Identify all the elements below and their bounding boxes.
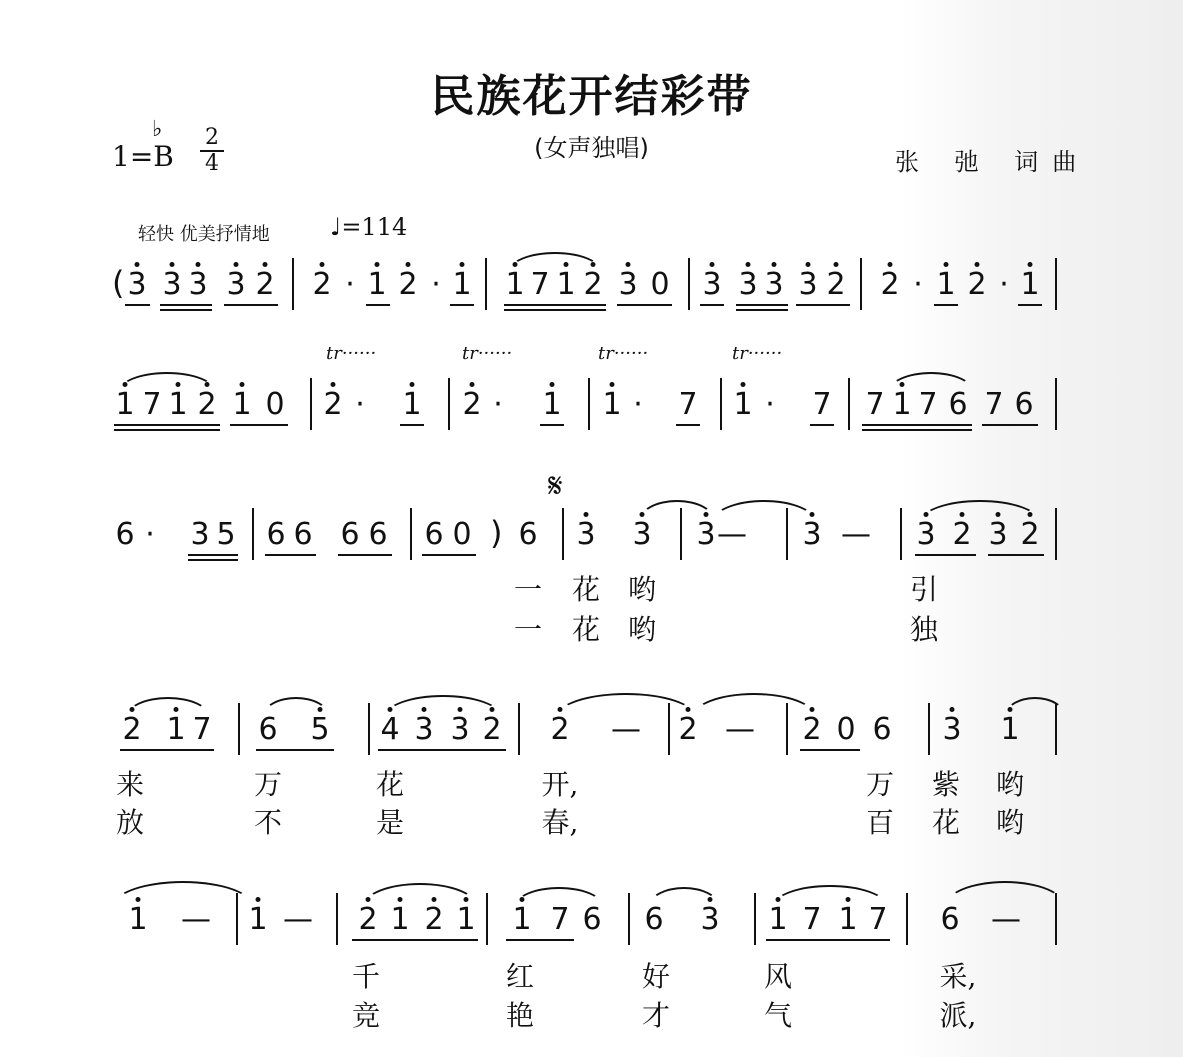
underline <box>160 304 212 306</box>
note: 7 <box>868 902 888 937</box>
underline <box>810 424 834 426</box>
note: 7 <box>192 712 212 747</box>
slur <box>118 372 216 392</box>
song-title: 民族花开结彩带 <box>430 71 753 122</box>
slur <box>888 372 974 392</box>
note: 2 <box>255 267 275 302</box>
barline <box>928 703 930 755</box>
octave-dot <box>888 262 893 267</box>
note: 7 <box>984 387 1004 422</box>
note: 7 <box>550 902 570 937</box>
note: 6 <box>948 387 968 422</box>
note: 7 <box>865 387 885 422</box>
slur <box>920 500 1040 522</box>
note: 1 <box>542 387 562 422</box>
octave-dot <box>626 262 631 267</box>
octave-dot <box>263 262 268 267</box>
slur <box>712 500 816 522</box>
slur <box>1004 697 1066 717</box>
underline <box>800 749 860 751</box>
note: 1 <box>367 267 387 302</box>
underline <box>450 304 474 306</box>
note: 1 <box>232 387 252 422</box>
expression-marking: 轻快 优美抒情地 <box>138 224 270 245</box>
note: 1 <box>456 902 476 937</box>
underline <box>265 554 316 556</box>
octave-dot <box>584 512 589 517</box>
barline <box>1055 508 1057 560</box>
barline <box>628 893 630 945</box>
underline <box>617 304 672 306</box>
underline <box>378 749 506 751</box>
note: 2 <box>826 267 846 302</box>
time-signature-top: 2 <box>205 125 219 150</box>
note: 6 <box>940 902 960 937</box>
note: — <box>717 517 747 552</box>
underline <box>540 424 564 426</box>
underline <box>506 939 574 941</box>
note: 2 <box>583 267 603 302</box>
lyric-verse1: 采, <box>939 960 977 993</box>
barline <box>292 258 294 310</box>
barline <box>688 258 690 310</box>
note: · <box>431 267 441 302</box>
note: 1 <box>556 267 576 302</box>
open-paren: ( <box>112 264 125 302</box>
note: 6 <box>424 517 444 552</box>
lyric-verse2: 百 <box>865 806 895 839</box>
note: 6 <box>266 517 286 552</box>
barline <box>518 703 520 755</box>
slur <box>692 693 816 717</box>
note: 2 <box>122 712 142 747</box>
note: 2 <box>323 387 343 422</box>
note: · <box>765 387 775 422</box>
note: 3 <box>916 517 936 552</box>
underline <box>766 939 890 941</box>
octave-dot <box>375 262 380 267</box>
note: 3 <box>576 517 596 552</box>
barline <box>1055 378 1057 430</box>
octave-dot <box>806 262 811 267</box>
note: 0 <box>265 387 285 422</box>
barline <box>562 508 564 560</box>
lyric-verse1: 风 <box>763 960 793 993</box>
underline <box>934 304 958 306</box>
note: 3 <box>618 267 638 302</box>
note: 6 <box>1014 387 1034 422</box>
underline <box>915 554 976 556</box>
slur <box>262 697 330 717</box>
note: 3 <box>702 267 722 302</box>
barline <box>336 893 338 945</box>
lyric-verse1: 引 <box>909 573 939 606</box>
note: 1 <box>402 387 422 422</box>
octave-dot <box>234 262 239 267</box>
note: 2 <box>398 267 418 302</box>
note: 4 <box>380 712 400 747</box>
lyric-verse1: 一 <box>513 573 543 606</box>
note: 2 <box>197 387 217 422</box>
note: 6 <box>115 517 135 552</box>
note: 5 <box>216 517 236 552</box>
note: · <box>999 267 1009 302</box>
lyric-verse1: 好 <box>641 960 671 993</box>
trill-mark: tr······ <box>598 343 649 364</box>
underline <box>862 424 972 426</box>
octave-dot <box>406 262 411 267</box>
note: 5 <box>310 712 330 747</box>
lyric-verse2: 一 <box>513 613 543 646</box>
underline <box>736 304 788 306</box>
note: 1 <box>936 267 956 302</box>
note: 3 <box>450 712 470 747</box>
lyric-verse2: 哟 <box>627 613 657 646</box>
slur <box>508 252 602 272</box>
note: 1 <box>115 387 135 422</box>
note: 7 <box>812 387 832 422</box>
octave-dot <box>741 382 746 387</box>
underline <box>676 424 700 426</box>
lyric-verse2: 派, <box>939 999 977 1032</box>
underline <box>256 749 334 751</box>
barline <box>860 258 862 310</box>
lyric-verse2: 花 <box>571 613 601 646</box>
lyric-verse2: 独 <box>909 613 939 646</box>
note: 3 <box>162 267 182 302</box>
note: 2 <box>952 517 972 552</box>
note: 7 <box>918 387 938 422</box>
lyric-verse2: 气 <box>763 999 793 1032</box>
underline <box>366 304 390 306</box>
lyric-verse1: 哟 <box>995 768 1025 801</box>
note: 2 <box>462 387 482 422</box>
note: 2 <box>312 267 332 302</box>
underline <box>1018 304 1042 306</box>
note: 3 <box>414 712 434 747</box>
underline <box>224 304 278 306</box>
flat-sign: ♭ <box>152 117 163 142</box>
note: 3 <box>798 267 818 302</box>
note: 2 <box>678 712 698 747</box>
lyric-verse1: 万 <box>865 768 895 801</box>
lyric-verse2: 是 <box>375 806 405 839</box>
underline <box>188 559 238 561</box>
note: 2 <box>358 902 378 937</box>
trill-mark: tr······ <box>462 343 513 364</box>
octave-dot <box>320 262 325 267</box>
note: 1 <box>768 902 788 937</box>
note: 3 <box>942 712 962 747</box>
octave-dot <box>410 382 415 387</box>
lyric-verse2: 竞 <box>351 999 381 1032</box>
lyric-verse2: 不 <box>253 806 283 839</box>
note: 2 <box>482 712 502 747</box>
lyric-verse2: 花 <box>931 806 961 839</box>
trill-mark: tr······ <box>326 343 377 364</box>
octave-dot <box>135 262 140 267</box>
underline <box>125 304 150 306</box>
octave-dot <box>240 382 245 387</box>
note: — <box>991 902 1021 937</box>
octave-dot <box>1028 262 1033 267</box>
note: · <box>493 387 503 422</box>
octave-dot <box>550 382 555 387</box>
barline <box>588 378 590 430</box>
octave-dot <box>975 262 980 267</box>
barline <box>238 703 240 755</box>
lyric-verse2: 春, <box>541 806 579 839</box>
key-signature: 1=B <box>112 140 174 173</box>
underline <box>700 304 724 306</box>
note: 0 <box>452 517 472 552</box>
author-credit: 张 弛 词曲 <box>895 148 1091 176</box>
lyric-verse2: 放 <box>115 806 145 839</box>
song-subtitle: (女声独唱) <box>534 134 649 162</box>
note: 7 <box>678 387 698 422</box>
note: · <box>145 517 155 552</box>
barline <box>486 893 488 945</box>
underline <box>504 304 606 306</box>
note: 1 <box>512 902 532 937</box>
slur <box>944 881 1066 907</box>
lyric-verse2: 哟 <box>995 806 1025 839</box>
octave-dot <box>772 262 777 267</box>
time-signature <box>200 126 224 176</box>
barline <box>448 378 450 430</box>
underline <box>114 424 220 426</box>
note: 1 <box>838 902 858 937</box>
lyric-verse1: 开, <box>541 768 579 801</box>
note: 1 <box>602 387 622 422</box>
note: 3 <box>226 267 246 302</box>
note: 1 <box>452 267 472 302</box>
underline <box>736 309 788 311</box>
octave-dot <box>950 707 955 712</box>
underline <box>400 424 424 426</box>
note: 1 <box>128 902 148 937</box>
octave-dot <box>460 262 465 267</box>
note: 6 <box>293 517 313 552</box>
underline <box>120 749 214 751</box>
slur <box>638 500 716 522</box>
barline <box>720 378 722 430</box>
note: — <box>725 712 755 747</box>
barline <box>368 703 370 755</box>
lyric-verse1: 千 <box>351 960 381 993</box>
slur <box>384 695 502 717</box>
underline <box>230 424 288 426</box>
note: 2 <box>880 267 900 302</box>
slur <box>772 885 888 907</box>
underline <box>114 429 220 431</box>
slur <box>556 693 696 717</box>
note: 3 <box>188 267 208 302</box>
note: — <box>181 902 211 937</box>
note: — <box>283 902 313 937</box>
octave-dot <box>710 262 715 267</box>
note: 3 <box>764 267 784 302</box>
lyric-verse1: 花 <box>571 573 601 606</box>
barline <box>485 258 487 310</box>
underline <box>988 554 1044 556</box>
note: 6 <box>368 517 388 552</box>
note: — <box>611 712 641 747</box>
barline <box>410 508 412 560</box>
barline <box>754 893 756 945</box>
lyric-verse2: 才 <box>641 999 671 1032</box>
lyric-verse1: 来 <box>115 768 145 801</box>
barline <box>1055 258 1057 310</box>
note: 2 <box>424 902 444 937</box>
octave-dot <box>470 382 475 387</box>
note: 3 <box>127 267 147 302</box>
note: · <box>355 387 365 422</box>
octave-dot <box>256 897 261 902</box>
slur <box>648 887 720 907</box>
note: 6 <box>872 712 892 747</box>
note: 1 <box>1020 267 1040 302</box>
lyric-verse1: 哟 <box>627 573 657 606</box>
note: 1 <box>390 902 410 937</box>
note: · <box>345 267 355 302</box>
note: 1 <box>248 902 268 937</box>
note: 2 <box>967 267 987 302</box>
barline <box>906 893 908 945</box>
note: 1 <box>168 387 188 422</box>
underline <box>338 554 392 556</box>
underline <box>352 939 478 941</box>
lyric-verse1: 万 <box>253 768 283 801</box>
note: 2 <box>802 712 822 747</box>
note: 1 <box>166 712 186 747</box>
segno-sign: 𝄋 <box>548 466 563 506</box>
note: 1 <box>892 387 912 422</box>
lyric-verse1: 红 <box>505 960 535 993</box>
note: · <box>913 267 923 302</box>
time-signature-bottom: 4 <box>205 151 219 176</box>
barline <box>900 508 902 560</box>
tempo-marking: ♩=114 <box>330 213 408 241</box>
note: 3 <box>988 517 1008 552</box>
note: 6 <box>582 902 602 937</box>
note: 7 <box>802 902 822 937</box>
note: 7 <box>530 267 550 302</box>
underline <box>982 424 1038 426</box>
underline <box>188 554 238 556</box>
underline <box>796 304 850 306</box>
slur <box>362 883 478 907</box>
slur <box>112 881 254 907</box>
octave-dot <box>610 382 615 387</box>
lyric-verse1: 紫 <box>931 768 961 801</box>
note: 1 <box>1000 712 1020 747</box>
note: 3 <box>190 517 210 552</box>
note: 3 <box>700 902 720 937</box>
note: 6 <box>518 517 538 552</box>
note: 7 <box>142 387 162 422</box>
barline <box>310 378 312 430</box>
octave-dot <box>944 262 949 267</box>
lyric-verse1: 花 <box>375 768 405 801</box>
underline <box>504 309 606 311</box>
slur <box>514 887 604 907</box>
note: 6 <box>644 902 664 937</box>
octave-dot <box>331 382 336 387</box>
note: · <box>633 387 643 422</box>
note: 2 <box>550 712 570 747</box>
note: 1 <box>733 387 753 422</box>
barline <box>848 378 850 430</box>
octave-dot <box>170 262 175 267</box>
note: 3 <box>632 517 652 552</box>
note: 1 <box>505 267 525 302</box>
slur <box>126 697 210 717</box>
note: 3 <box>696 517 716 552</box>
note: 0 <box>836 712 856 747</box>
octave-dot <box>196 262 201 267</box>
note: 2 <box>1020 517 1040 552</box>
note: 3 <box>738 267 758 302</box>
note: 3 <box>802 517 822 552</box>
note: 6 <box>340 517 360 552</box>
note: 6 <box>258 712 278 747</box>
underline <box>862 429 972 431</box>
underline <box>160 309 212 311</box>
note: — <box>841 517 871 552</box>
trill-mark: tr······ <box>732 343 783 364</box>
note: 0 <box>650 267 670 302</box>
close-paren: ) <box>490 514 503 552</box>
barline <box>252 508 254 560</box>
underline <box>422 554 476 556</box>
octave-dot <box>746 262 751 267</box>
octave-dot <box>834 262 839 267</box>
lyric-verse2: 艳 <box>505 999 535 1032</box>
